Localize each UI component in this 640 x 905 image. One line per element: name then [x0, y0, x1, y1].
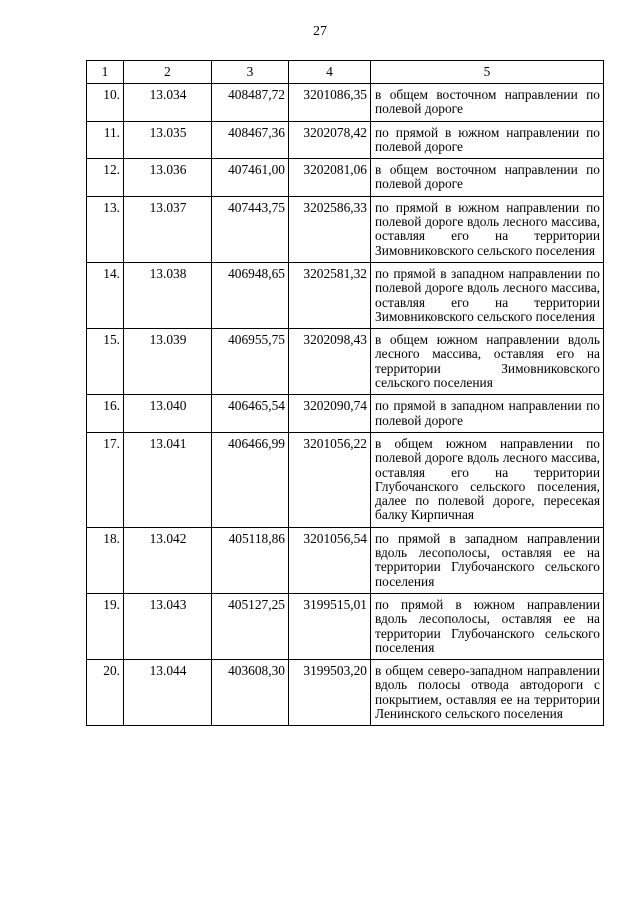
- boundary-description: в общем южном направлении вдоль лесного массива, оставляя его на территории Зимовниковского сельского поселения: [371, 329, 604, 395]
- row-number: 11.: [87, 121, 124, 159]
- coordinate-y: 3201056,54: [289, 527, 371, 593]
- table-row: [87, 84, 604, 122]
- coordinate-x: 408467,36: [212, 121, 289, 159]
- coordinate-x: 405118,86: [212, 527, 289, 593]
- row-number: 17.: [87, 432, 124, 527]
- header-row: [87, 61, 604, 84]
- boundary-description: в общем южном направлении по полевой дороге вдоль лесного массива, оставляя его на территории Глубочанского сельского поселения, далее по полевой дороге, пересекая балку Кирпичная: [371, 432, 604, 527]
- coordinate-x: 406948,65: [212, 262, 289, 328]
- boundary-description: по прямой в южном направлении по полевой дороге: [371, 121, 604, 159]
- coordinate-y: 3199515,01: [289, 593, 371, 659]
- header-col-3: 3: [212, 61, 289, 84]
- row-number: 12.: [87, 159, 124, 197]
- row-number: 15.: [87, 329, 124, 395]
- point-code: 13.042: [124, 527, 212, 593]
- header-col-5: 5: [371, 61, 604, 84]
- point-code: 13.039: [124, 329, 212, 395]
- boundary-description: по прямой в южном направлении вдоль лесополосы, оставляя ее на территории Глубочанского сельского поселения: [371, 593, 604, 659]
- table-body: [87, 84, 604, 726]
- coordinate-y: 3202581,32: [289, 262, 371, 328]
- point-code: 13.038: [124, 262, 212, 328]
- point-code: 13.035: [124, 121, 212, 159]
- coordinate-y: 3201056,22: [289, 432, 371, 527]
- point-code: 13.034: [124, 84, 212, 122]
- header-col-4: 4: [289, 61, 371, 84]
- coordinate-x: 403608,30: [212, 660, 289, 726]
- row-number: 19.: [87, 593, 124, 659]
- coordinate-x: 406466,99: [212, 432, 289, 527]
- row-number: 14.: [87, 262, 124, 328]
- row-number: 20.: [87, 660, 124, 726]
- coordinate-y: 3202098,43: [289, 329, 371, 395]
- row-number: 18.: [87, 527, 124, 593]
- point-code: 13.040: [124, 395, 212, 433]
- point-code: 13.043: [124, 593, 212, 659]
- coordinate-y: 3199503,20: [289, 660, 371, 726]
- table-row: [87, 527, 604, 593]
- header-col-2: 2: [124, 61, 212, 84]
- coordinate-y: 3202081,06: [289, 159, 371, 197]
- table-row: [87, 159, 604, 197]
- table-row: [87, 660, 604, 726]
- row-number: 13.: [87, 196, 124, 262]
- table-header: [87, 61, 604, 84]
- table-row: [87, 121, 604, 159]
- boundary-description: в общем восточном направлении по полевой дороге: [371, 159, 604, 197]
- boundary-description: по прямой в западном направлении вдоль лесополосы, оставляя ее на территории Глубочанского сельского поселения: [371, 527, 604, 593]
- point-code: 13.036: [124, 159, 212, 197]
- boundary-description: по прямой в западном направлении по полевой дороге вдоль лесного массива, оставляя его на территории Зимовниковского сельского поселения: [371, 262, 604, 328]
- coordinate-y: 3202090,74: [289, 395, 371, 433]
- coordinate-y: 3202078,42: [289, 121, 371, 159]
- boundary-table: [86, 60, 604, 726]
- coordinate-y: 3201086,35: [289, 84, 371, 122]
- coordinate-x: 406465,54: [212, 395, 289, 433]
- header-col-1: 1: [87, 61, 124, 84]
- table-row: [87, 593, 604, 659]
- coordinate-y: 3202586,33: [289, 196, 371, 262]
- point-code: 13.041: [124, 432, 212, 527]
- coordinate-x: 406955,75: [212, 329, 289, 395]
- coordinate-x: 408487,72: [212, 84, 289, 122]
- point-code: 13.044: [124, 660, 212, 726]
- boundary-description: по прямой в западном направлении по полевой дороге: [371, 395, 604, 433]
- row-number: 16.: [87, 395, 124, 433]
- point-code: 13.037: [124, 196, 212, 262]
- table-row: [87, 432, 604, 527]
- table-row: [87, 196, 604, 262]
- coordinate-x: 407461,00: [212, 159, 289, 197]
- boundary-description: в общем северо-западном направлении вдоль полосы отвода автодороги с покрытием, оставляя ее на территории Ленинского сельского поселения: [371, 660, 604, 726]
- boundary-description: по прямой в южном направлении по полевой дороге вдоль лесного массива, оставляя его на территории Зимовниковского сельского поселения: [371, 196, 604, 262]
- coordinate-x: 407443,75: [212, 196, 289, 262]
- table-row: [87, 329, 604, 395]
- row-number: 10.: [87, 84, 124, 122]
- page-number: 27: [313, 24, 327, 39]
- table-row: [87, 395, 604, 433]
- boundary-description: в общем восточном направлении по полевой дороге: [371, 84, 604, 122]
- coordinate-x: 405127,25: [212, 593, 289, 659]
- table-row: [87, 262, 604, 328]
